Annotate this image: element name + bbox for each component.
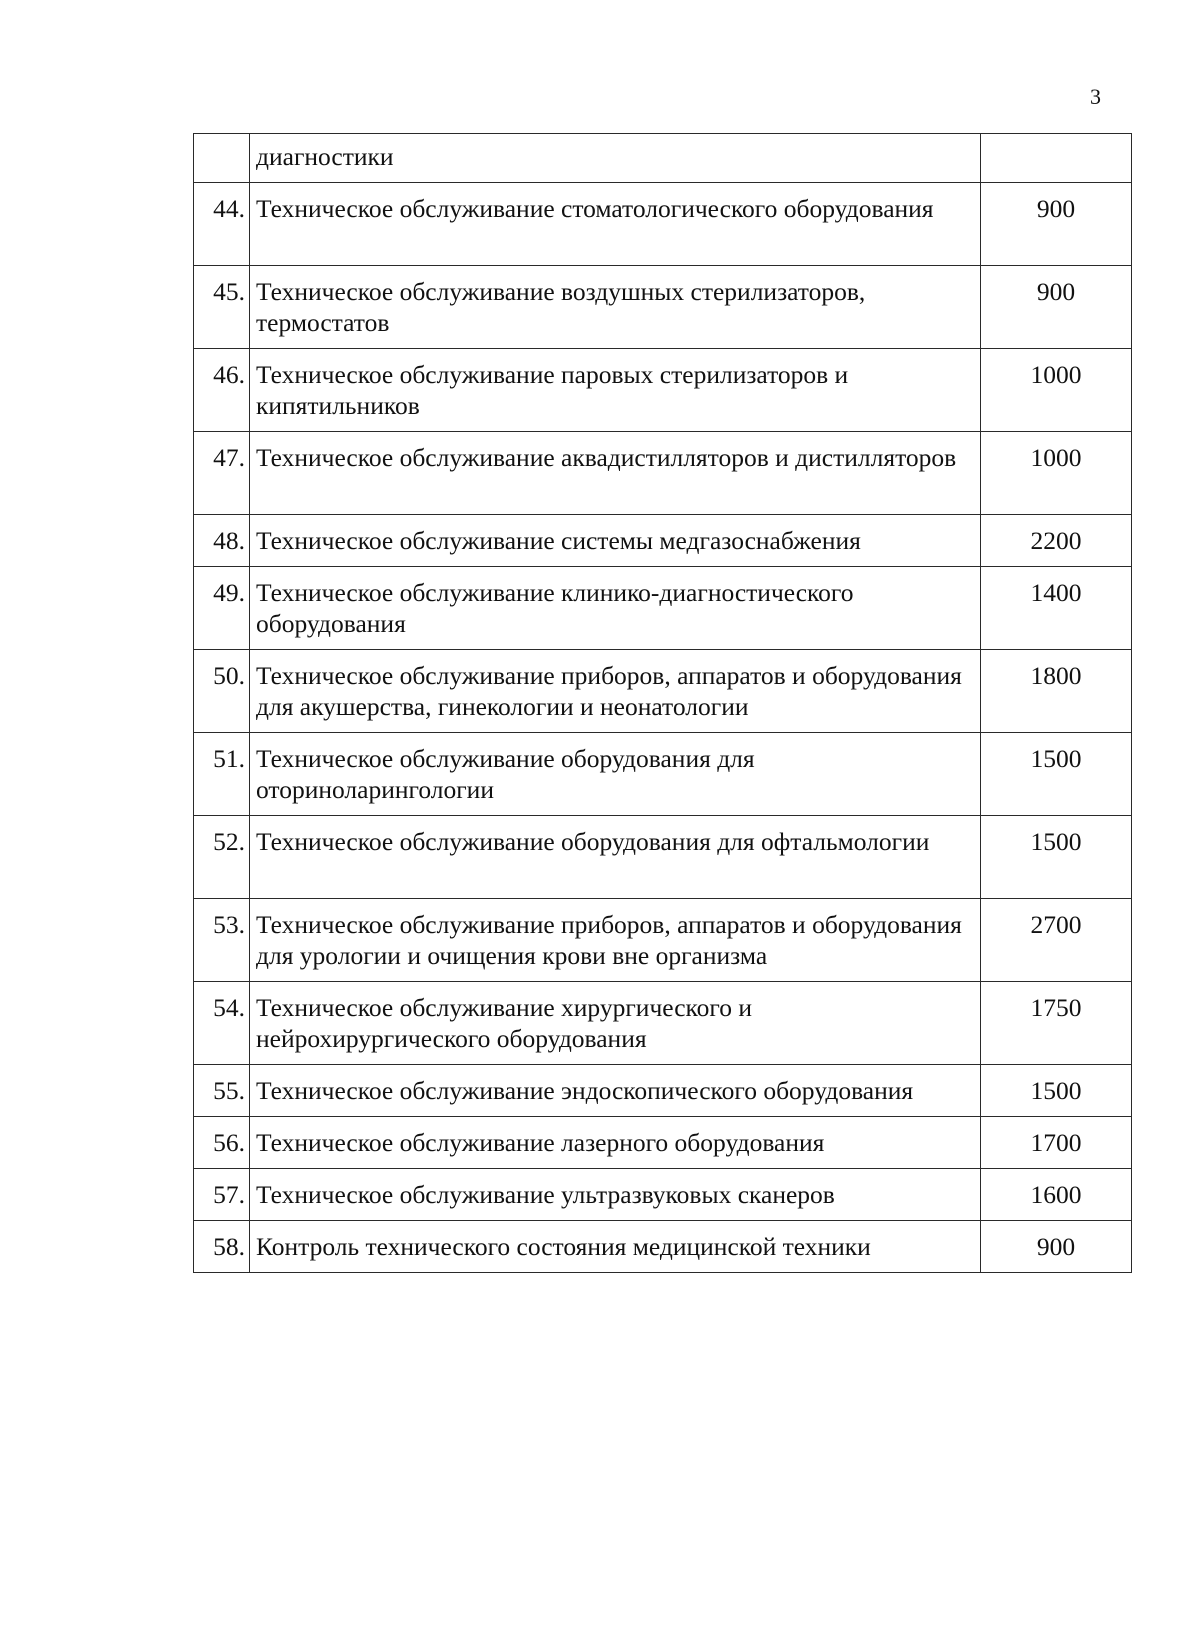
row-description: Техническое обслуживание системы медгазоснабжения (250, 515, 981, 567)
row-price: 900 (981, 1221, 1132, 1273)
table-row (194, 1117, 1132, 1169)
table-row (194, 266, 1132, 349)
row-description: Техническое обслуживание стоматологического оборудования (250, 183, 981, 266)
row-description: Техническое обслуживание оборудования для оториноларингологии (250, 733, 981, 816)
row-number: 49. (194, 567, 250, 650)
row-price: 1000 (981, 432, 1132, 515)
table-row (194, 1169, 1132, 1221)
row-price: 1500 (981, 816, 1132, 899)
row-number: 51. (194, 733, 250, 816)
table-row (194, 515, 1132, 567)
table-row (194, 183, 1132, 266)
table-row (194, 899, 1132, 982)
row-price: 1000 (981, 349, 1132, 432)
row-number: 52. (194, 816, 250, 899)
table-row (194, 349, 1132, 432)
table-row (194, 1221, 1132, 1273)
row-description: Техническое обслуживание клинико-диагностического оборудования (250, 567, 981, 650)
table-row (194, 432, 1132, 515)
table-row-continuation (194, 134, 1132, 183)
row-description: Техническое обслуживание паровых стерилизаторов и кипятильников (250, 349, 981, 432)
page-number: 3 (1090, 84, 1101, 109)
row-price: 1400 (981, 567, 1132, 650)
row-description: Техническое обслуживание приборов, аппаратов и оборудования для урологии и очищения крови вне организма (250, 899, 981, 982)
row-price: 1800 (981, 650, 1132, 733)
table-row (194, 567, 1132, 650)
row-number: 50. (194, 650, 250, 733)
row-price: 2200 (981, 515, 1132, 567)
row-price: 1700 (981, 1117, 1132, 1169)
row-number: 45. (194, 266, 250, 349)
table-row (194, 982, 1132, 1065)
row-description: Техническое обслуживание эндоскопического оборудования (250, 1065, 981, 1117)
row-price: 1750 (981, 982, 1132, 1065)
price-table (193, 133, 1132, 1273)
row-number: 48. (194, 515, 250, 567)
row-description: Техническое обслуживание оборудования для офтальмологии (250, 816, 981, 899)
row-description: Техническое обслуживание лазерного оборудования (250, 1117, 981, 1169)
table-row (194, 733, 1132, 816)
row-description: Техническое обслуживание ультразвуковых сканеров (250, 1169, 981, 1221)
table-row (194, 650, 1132, 733)
row-description: Техническое обслуживание воздушных стерилизаторов, термостатов (250, 266, 981, 349)
row-price: 900 (981, 266, 1132, 349)
row-number: 58. (194, 1221, 250, 1273)
row-description: Техническое обслуживание приборов, аппаратов и оборудования для акушерства, гинекологии и неонатологии (250, 650, 981, 733)
row-description: Контроль технического состояния медицинской техники (250, 1221, 981, 1273)
row-number: 57. (194, 1169, 250, 1221)
row-price (981, 134, 1132, 183)
row-price: 1600 (981, 1169, 1132, 1221)
row-price: 900 (981, 183, 1132, 266)
row-number: 55. (194, 1065, 250, 1117)
row-number: 44. (194, 183, 250, 266)
row-price: 1500 (981, 733, 1132, 816)
table-row (194, 816, 1132, 899)
row-description: диагностики (250, 134, 981, 183)
row-number (194, 134, 250, 183)
row-description: Техническое обслуживание хирургического и нейрохирургического оборудования (250, 982, 981, 1065)
row-number: 54. (194, 982, 250, 1065)
row-number: 46. (194, 349, 250, 432)
row-price: 1500 (981, 1065, 1132, 1117)
table-row (194, 1065, 1132, 1117)
row-price: 2700 (981, 899, 1132, 982)
row-number: 47. (194, 432, 250, 515)
row-number: 53. (194, 899, 250, 982)
row-number: 56. (194, 1117, 250, 1169)
row-description: Техническое обслуживание аквадистилляторов и дистилляторов (250, 432, 981, 515)
